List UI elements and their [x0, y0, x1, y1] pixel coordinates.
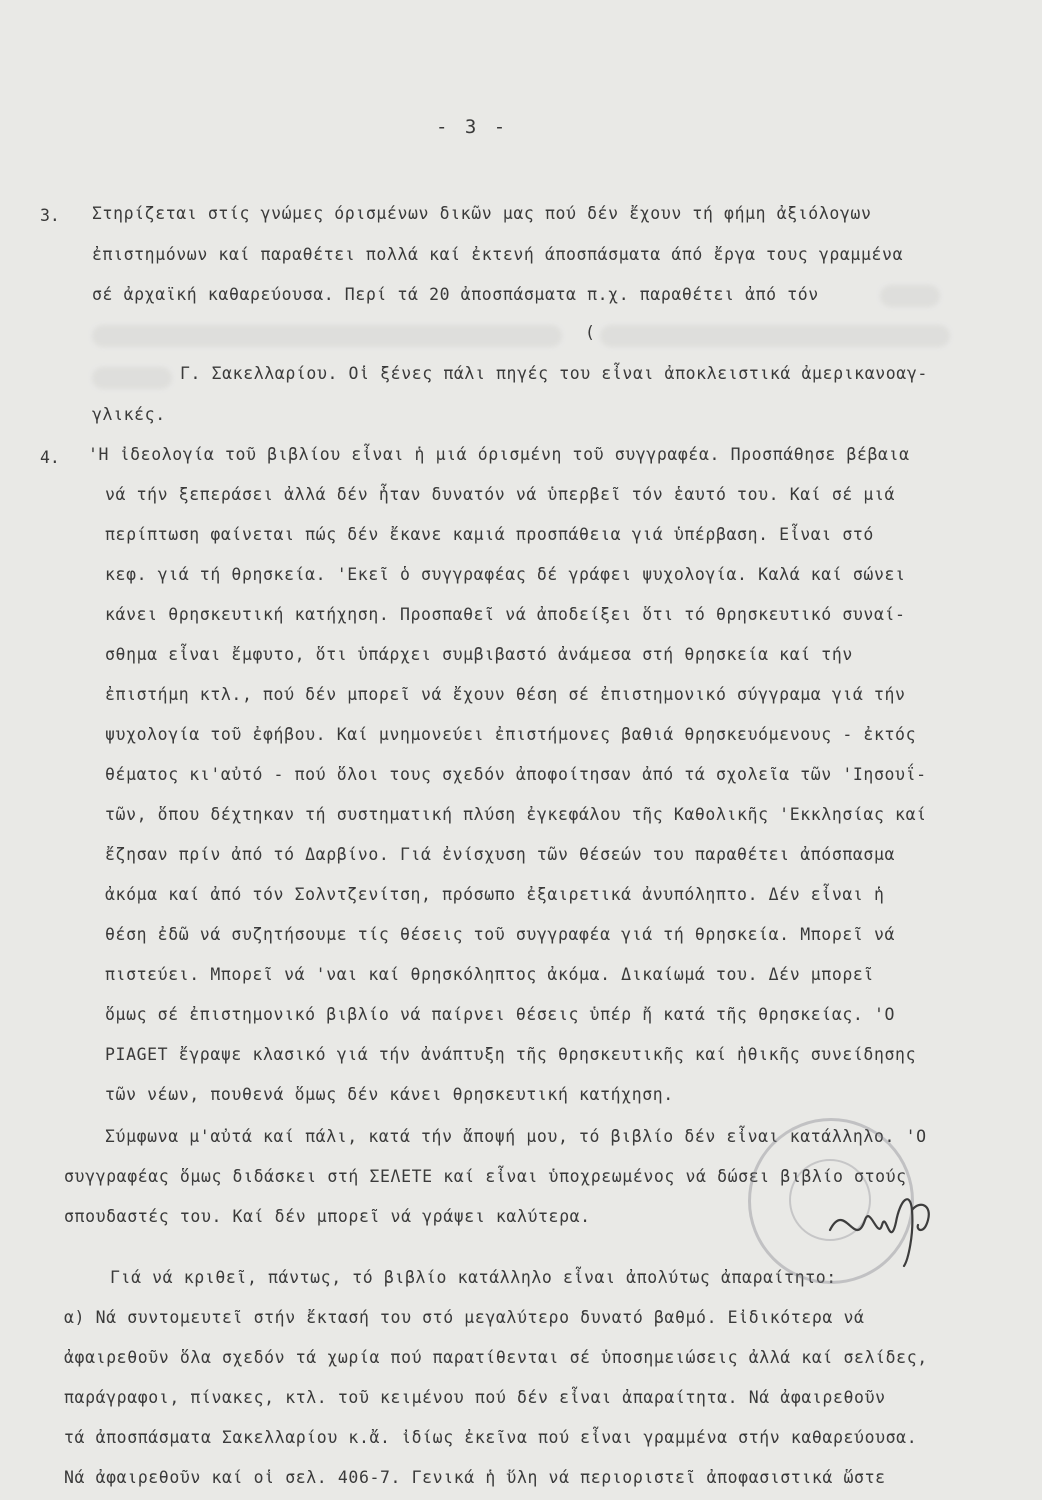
- text-line: ἀφαιρεθοῦν ὅλα σχεδόν τά χωρία πού παρατίθενται σέ ὑποσημειώσεις ἀλλά καί σελίδες,: [64, 1348, 928, 1367]
- redacted-area: [600, 325, 950, 347]
- text-line: θέση ἐδῶ νά συζητήσουμε τίς θέσεις τοῦ συγγραφέα γιά τή θρησκεία. Μπορεῖ νά: [105, 925, 896, 944]
- text-line: περίπτωση φαίνεται πώς δέν ἔκανε καμιά προσπάθεια γιά ὑπέρβαση. Εἶναι στό: [105, 525, 874, 544]
- text-line: τῶν νέων, πουθενά ὅμως δέν κάνει θρησκευτική κατήχηση.: [105, 1085, 674, 1104]
- text-line: σπουδαστές του. Καί δέν μπορεῖ νά γράψει καλύτερα.: [64, 1207, 591, 1226]
- text-line: PIAGET ἔγραψε κλασικό γιά τήν ἀνάπτυξη τῆς θρησκευτικῆς καί ἠθικῆς συνείδησης: [105, 1045, 917, 1064]
- item-number: 4.: [40, 448, 60, 467]
- redacted-area: [92, 367, 172, 389]
- text-line: θέματος κι'αὐτό - πού ὅλοι τους σχεδόν ἀποφοίτησαν ἀπό τά σχολεῖα τῶν 'Ιησουΐ-: [105, 765, 927, 784]
- page-number: - 3 -: [436, 116, 509, 138]
- text-line: πιστεύει. Μπορεῖ νά 'ναι καί θρησκόληπτος ἀκόμα. Δικαίωμά του. Δέν μπορεῖ: [105, 965, 874, 984]
- text-line: ἐπιστημόνων καί παραθέτει πολλά καί ἐκτενή άποσπάσματα άπό ἔργα τους γραμμένα: [92, 245, 904, 264]
- text-line: ὅμως σέ ἐπιστημονικό βιβλίο νά παίρνει θέσεις ὑπέρ ἤ κατά τῆς θρησκείας. 'Ο: [105, 1005, 896, 1024]
- text-line: Γιά νά κριθεῖ, πάντως, τό βιβλίο κατάλληλο εἶναι ἀπολύτως ἀπαραίτητο:: [110, 1268, 837, 1287]
- text-line: ψυχολογία τοῦ ἐφήβου. Καί μνημονεύει ἐπιστήμονες βαθιά θρησκευόμενους - ἐκτός: [105, 725, 917, 744]
- text-line: σθημα εἶναι ἔμφυτο, ὅτι ὑπάρχει συμβιβαστό ἀνάμεσα στή θρησκεία καί τήν: [105, 645, 853, 664]
- text-line: ἔζησαν πρίν ἀπό τό Δαρβίνο. Γιά ἐνίσχυση τῶν θέσεών του παραθέτει ἀπόσπασμα: [105, 845, 896, 864]
- text-line: τά ἀποσπάσματα Σακελλαρίου κ.ἄ. ἰδίως ἐκεῖνα πού εἶναι γραμμένα στήν καθαρεύουσα.: [64, 1428, 918, 1447]
- text-line: (: [585, 323, 596, 342]
- text-line: γλικές.: [92, 405, 166, 424]
- redacted-area: [92, 325, 562, 347]
- text-line: Νά ἀφαιρεθοῦν καί οἱ σελ. 406-7. Γενικά ἡ ὕλη νά περιοριστεῖ ἀποφασιστικά ὥστε: [64, 1468, 886, 1487]
- text-line: νά τήν ξεπεράσει ἀλλά δέν ἦταν δυνατόν νά ὑπερβεῖ τόν ἑαυτό του. Καί σέ μιά: [105, 485, 896, 504]
- text-line: α) Νά συντομευτεῖ στήν ἔκτασή του στό μεγαλύτερο δυνατό βαθμό. Εἰδικότερα νά: [64, 1308, 865, 1327]
- text-line: Στηρίζεται στίς γνώμες όρισμένων δικῶν μας πού δέν ἔχουν τή φήμη ἀξιόλογων: [92, 204, 872, 223]
- text-line: τῶν, ὅπου δέχτηκαν τή συστηματική πλύση ἐγκεφάλου τῆς Καθολικῆς 'Εκκλησίας καί: [105, 805, 927, 824]
- text-line: κεφ. γιά τή θρησκεία. 'Εκεῖ ὁ συγγραφέας δέ γράφει ψυχολογία. Καλά καί σώνει: [105, 565, 906, 584]
- item-number: 3.: [40, 206, 60, 225]
- text-line: Γ. Σακελλαρίου. Οἱ ξένες πάλι πηγές του εἶναι ἀποκλειστικά ἀμερικανοαγ-: [180, 364, 928, 383]
- text-line: 'Η ἰδεολογία τοῦ βιβλίου εἶναι ἡ μιά όρισμένη τοῦ συγγραφέα. Προσπάθησε βέβαια: [88, 445, 910, 464]
- text-line: Σύμφωνα μ'αὐτά καί πάλι, κατά τήν ἄποψή μου, τό βιβλίο δέν εἶναι κατάλληλο. 'Ο: [105, 1127, 927, 1146]
- text-line: σέ ἀρχαϊκή καθαρεύουσα. Περί τά 20 ἀποσπάσματα π.χ. παραθέτει ἀπό τόν: [92, 285, 819, 304]
- handwritten-signature: [820, 1180, 950, 1270]
- text-line: ἀκόμα καί ἀπό τόν Σολντζενίτση, πρόσωπο ἐξαιρετικά ἀνυπόληπτο. Δέν εἶναι ἡ: [105, 885, 885, 904]
- text-line: συγγραφέας ὅμως διδάσκει στή ΣΕΛΕΤΕ καί εἶναι ὑποχρεωμένος νά δώσει βιβλίο στούς: [64, 1167, 907, 1186]
- text-line: παράγραφοι, πίνακες, κτλ. τοῦ κειμένου πού δέν εἶναι ἀπαραίτητα. Νά ἀφαιρεθοῦν: [64, 1388, 886, 1407]
- text-line: ἐπιστήμη κτλ., πού δέν μπορεῖ νά ἔχουν θέση σέ ἐπιστημονικό σύγγραμα γιά τήν: [105, 685, 906, 704]
- redacted-area: [880, 285, 940, 307]
- text-line: κάνει θρησκευτική κατήχηση. Προσπαθεῖ νά ἀποδείξει ὅτι τό θρησκευτικό συναί-: [105, 605, 906, 624]
